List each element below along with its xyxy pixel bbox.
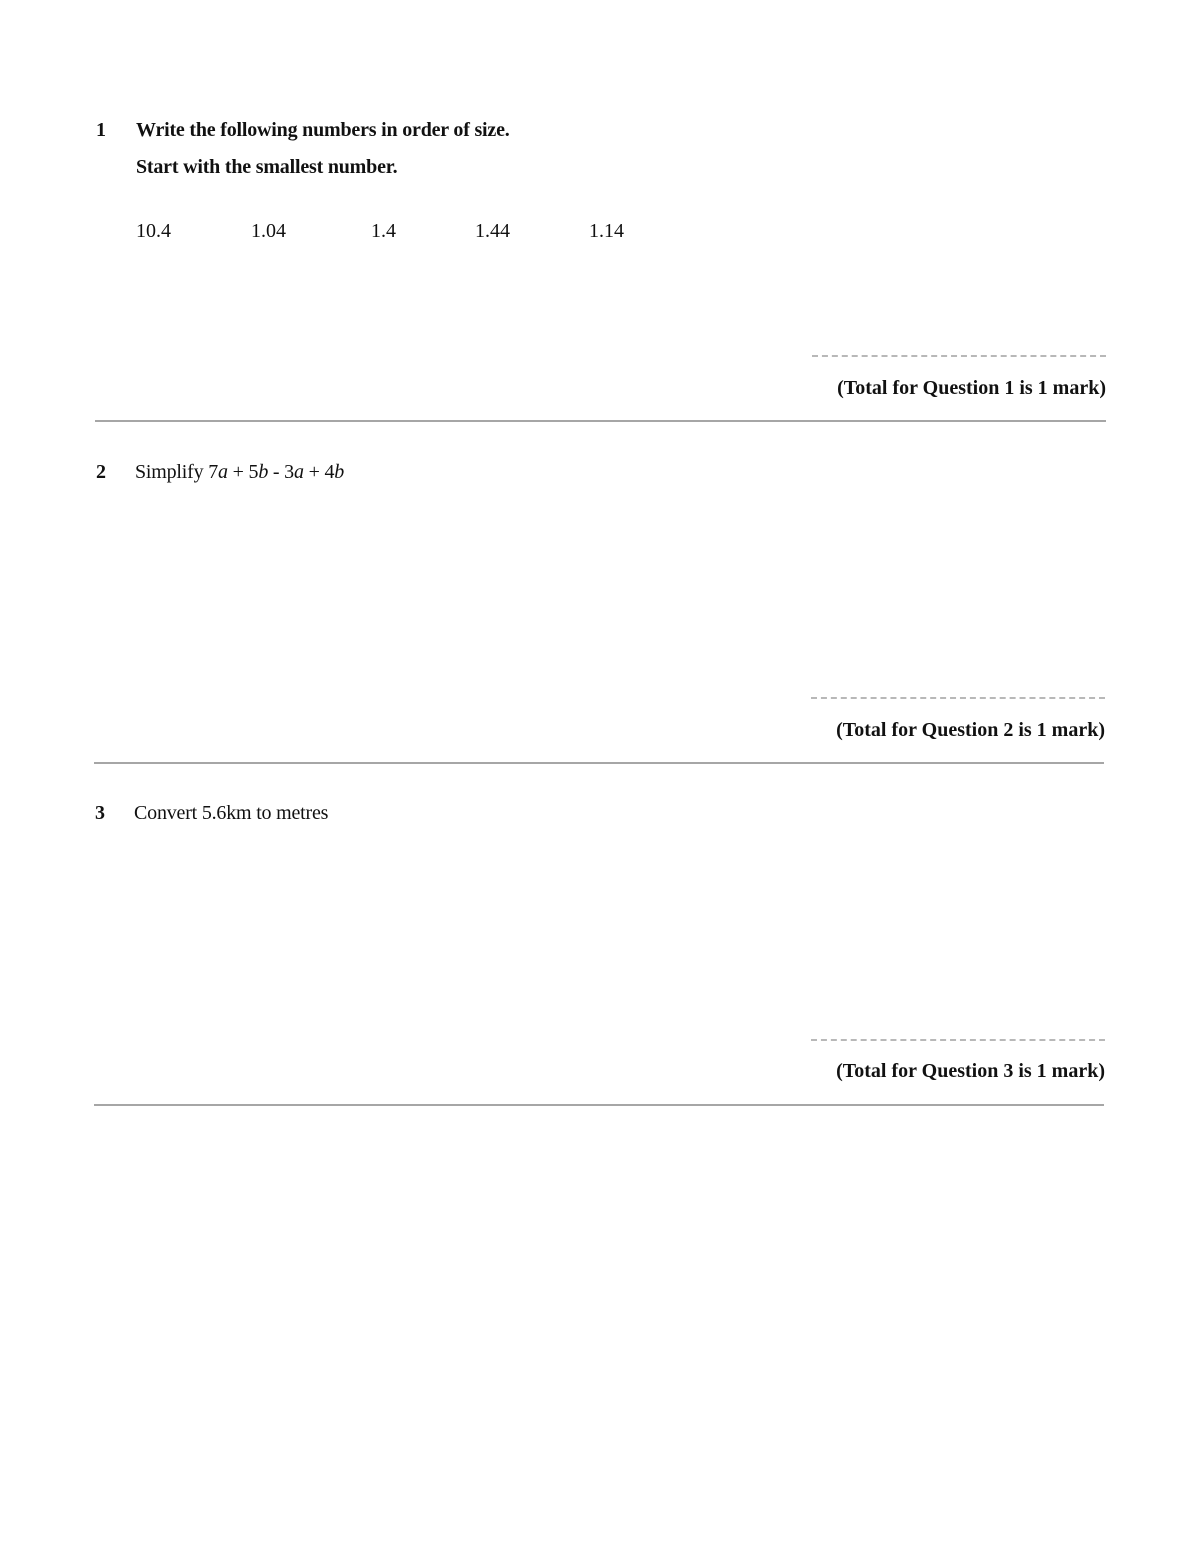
variable-b: b [258,461,269,483]
answer-line[interactable] [811,1039,1105,1041]
number-value: 10.4 [136,220,171,242]
question-total: (Total for Question 2 is 1 mark) [836,719,1105,741]
answer-line[interactable] [812,355,1106,357]
question-text-line-1: Write the following numbers in order of size. [136,119,510,141]
question-number: 2 [96,461,106,483]
question-text: Convert 5.6km to metres [134,802,329,824]
question-prefix: Simplify 7 [135,461,219,483]
question-number: 3 [95,802,105,824]
section-divider [94,762,1104,764]
section-divider [94,1104,1104,1106]
expression-part: - 3 [268,461,294,483]
question-text [135,460,344,484]
variable-a: a [294,461,304,483]
expression-part: + 4 [303,461,335,483]
variable-b: b [334,461,345,483]
number-value: 1.4 [371,220,396,242]
variable-a: a [218,461,228,483]
answer-line[interactable] [811,697,1105,699]
question-total: (Total for Question 1 is 1 mark) [837,377,1106,399]
number-value: 1.14 [589,220,624,242]
question-text-line-2: Start with the smallest number. [136,156,398,178]
number-value: 1.44 [475,220,510,242]
section-divider [95,420,1106,422]
expression-part: + 5 [227,461,259,483]
number-value: 1.04 [251,220,286,242]
question-total: (Total for Question 3 is 1 mark) [836,1060,1105,1082]
question-number: 1 [96,119,106,141]
